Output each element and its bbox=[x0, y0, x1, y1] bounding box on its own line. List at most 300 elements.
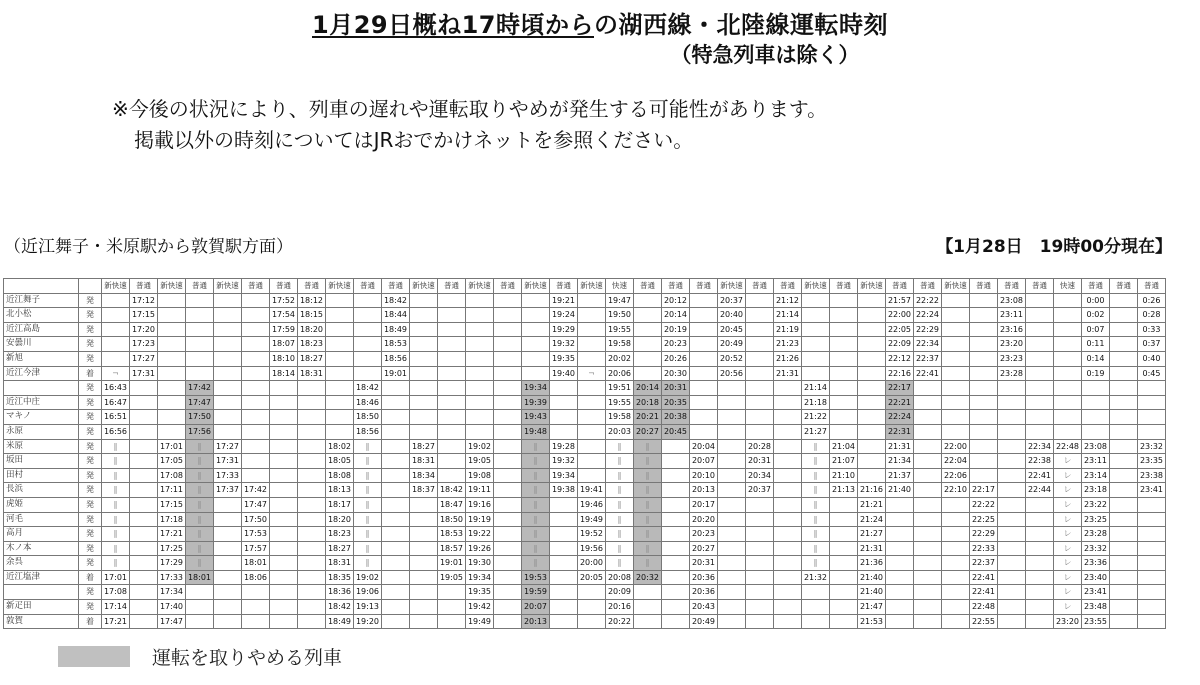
time-cell bbox=[242, 293, 270, 308]
time-cell bbox=[942, 556, 970, 571]
station-name: 坂田 bbox=[4, 454, 79, 469]
time-cell bbox=[410, 614, 438, 629]
time-cell bbox=[578, 395, 606, 410]
station-name: 木ノ本 bbox=[4, 541, 79, 556]
time-cell bbox=[522, 366, 550, 381]
time-cell bbox=[466, 424, 494, 439]
time-cell bbox=[1082, 395, 1110, 410]
dep-arr-mark: 発 bbox=[79, 497, 102, 512]
time-cell bbox=[494, 527, 522, 542]
time-cell bbox=[298, 527, 326, 542]
time-cell bbox=[746, 614, 774, 629]
suspended-time-cell: 19:53 bbox=[522, 570, 550, 585]
time-cell bbox=[914, 541, 942, 556]
time-cell bbox=[634, 585, 662, 600]
time-cell bbox=[410, 600, 438, 615]
time-cell bbox=[298, 424, 326, 439]
time-cell bbox=[914, 512, 942, 527]
train-type-cell: 新快速 bbox=[942, 279, 970, 294]
time-cell: 21:12 bbox=[774, 293, 802, 308]
time-cell bbox=[1054, 351, 1082, 366]
time-cell: 16:56 bbox=[102, 424, 130, 439]
time-cell bbox=[270, 497, 298, 512]
time-cell bbox=[1110, 585, 1138, 600]
time-cell bbox=[942, 410, 970, 425]
time-cell: 22:16 bbox=[886, 366, 914, 381]
time-cell bbox=[774, 527, 802, 542]
time-cell bbox=[410, 424, 438, 439]
time-cell: 20:36 bbox=[690, 585, 718, 600]
time-cell bbox=[298, 381, 326, 396]
other-route-mark-cell: ∥ bbox=[634, 454, 662, 469]
suspended-time-cell: 19:59 bbox=[522, 585, 550, 600]
time-cell bbox=[914, 410, 942, 425]
time-cell bbox=[186, 322, 214, 337]
suspended-time-cell: 20:45 bbox=[662, 424, 690, 439]
time-cell: 18:27 bbox=[410, 439, 438, 454]
time-cell bbox=[382, 527, 410, 542]
time-cell: 18:20 bbox=[326, 512, 354, 527]
title-main bbox=[0, 10, 1200, 40]
time-cell: 19:50 bbox=[606, 308, 634, 323]
other-route-mark-cell: ∥ bbox=[102, 527, 130, 542]
time-cell bbox=[130, 600, 158, 615]
time-cell: 21:36 bbox=[858, 556, 886, 571]
time-cell bbox=[214, 614, 242, 629]
time-cell: 17:25 bbox=[158, 541, 186, 556]
time-cell bbox=[774, 585, 802, 600]
time-cell: 18:20 bbox=[298, 322, 326, 337]
time-cell bbox=[494, 410, 522, 425]
time-cell bbox=[718, 541, 746, 556]
time-cell bbox=[410, 351, 438, 366]
time-cell bbox=[634, 600, 662, 615]
time-cell bbox=[886, 600, 914, 615]
time-cell bbox=[1110, 600, 1138, 615]
time-cell: 18:12 bbox=[298, 293, 326, 308]
time-cell: 20:02 bbox=[606, 351, 634, 366]
time-cell bbox=[522, 351, 550, 366]
time-cell bbox=[326, 337, 354, 352]
train-type-cell: 普通 bbox=[298, 279, 326, 294]
time-cell bbox=[410, 556, 438, 571]
time-cell bbox=[830, 585, 858, 600]
time-cell bbox=[522, 293, 550, 308]
station-row bbox=[4, 527, 1166, 542]
time-cell bbox=[830, 600, 858, 615]
time-cell bbox=[830, 512, 858, 527]
other-route-mark-cell: ∥ bbox=[606, 541, 634, 556]
time-cell bbox=[242, 322, 270, 337]
time-cell: 19:42 bbox=[466, 600, 494, 615]
time-cell: 18:27 bbox=[298, 351, 326, 366]
time-cell bbox=[802, 351, 830, 366]
time-cell bbox=[914, 395, 942, 410]
time-cell: 19:26 bbox=[466, 541, 494, 556]
time-cell bbox=[858, 322, 886, 337]
time-cell bbox=[942, 570, 970, 585]
time-cell: 18:37 bbox=[410, 483, 438, 498]
station-row bbox=[4, 293, 1166, 308]
time-cell: 19:49 bbox=[578, 512, 606, 527]
other-route-mark-cell: ∥ bbox=[802, 512, 830, 527]
time-cell bbox=[438, 424, 466, 439]
time-cell bbox=[914, 468, 942, 483]
time-cell bbox=[998, 483, 1026, 498]
time-cell: 16:51 bbox=[102, 410, 130, 425]
time-cell: 22:09 bbox=[886, 337, 914, 352]
time-cell bbox=[550, 585, 578, 600]
time-cell: 20:06 bbox=[606, 366, 634, 381]
time-cell bbox=[130, 556, 158, 571]
time-cell bbox=[158, 351, 186, 366]
dep-arr-mark: 発 bbox=[79, 395, 102, 410]
time-cell: 19:32 bbox=[550, 337, 578, 352]
other-route-mark-cell: ∥ bbox=[102, 483, 130, 498]
time-cell: 20:10 bbox=[690, 468, 718, 483]
time-cell bbox=[214, 381, 242, 396]
time-cell: 20:05 bbox=[578, 570, 606, 585]
time-cell: 21:31 bbox=[858, 541, 886, 556]
time-cell bbox=[382, 468, 410, 483]
time-cell bbox=[1026, 337, 1054, 352]
time-cell bbox=[718, 585, 746, 600]
time-cell: 21:07 bbox=[830, 454, 858, 469]
time-cell: 22:06 bbox=[942, 468, 970, 483]
time-cell bbox=[858, 351, 886, 366]
time-cell bbox=[746, 293, 774, 308]
dep-arr-mark: 発 bbox=[79, 541, 102, 556]
time-cell bbox=[298, 410, 326, 425]
time-cell bbox=[970, 366, 998, 381]
train-type-cell: 普通 bbox=[354, 279, 382, 294]
dep-arr-mark: 発 bbox=[79, 351, 102, 366]
page-title bbox=[0, 10, 1200, 68]
station-col-header bbox=[4, 279, 79, 294]
time-cell bbox=[102, 322, 130, 337]
other-route-mark-cell: ∥ bbox=[606, 497, 634, 512]
time-cell bbox=[158, 293, 186, 308]
other-route-mark-cell: ∥ bbox=[102, 541, 130, 556]
time-cell bbox=[130, 381, 158, 396]
time-cell: 17:23 bbox=[130, 337, 158, 352]
time-cell: 22:48 bbox=[970, 600, 998, 615]
time-cell: 20:08 bbox=[606, 570, 634, 585]
train-type-cell: 普通 bbox=[886, 279, 914, 294]
time-cell bbox=[1026, 351, 1054, 366]
time-cell: 19:20 bbox=[354, 614, 382, 629]
time-cell: 18:34 bbox=[410, 468, 438, 483]
station-row bbox=[4, 337, 1166, 352]
time-cell: 18:05 bbox=[326, 454, 354, 469]
time-cell bbox=[466, 351, 494, 366]
time-cell: 17:29 bbox=[158, 556, 186, 571]
time-cell bbox=[830, 351, 858, 366]
time-cell: 23:11 bbox=[998, 308, 1026, 323]
time-cell bbox=[1138, 527, 1166, 542]
station-name: 河毛 bbox=[4, 512, 79, 527]
time-cell bbox=[382, 395, 410, 410]
other-route-mark-cell: ∥ bbox=[522, 468, 550, 483]
time-cell: 23:08 bbox=[1082, 439, 1110, 454]
time-cell bbox=[298, 556, 326, 571]
suspended-time-cell: 20:31 bbox=[662, 381, 690, 396]
time-cell: 23:36 bbox=[1082, 556, 1110, 571]
station-row bbox=[4, 322, 1166, 337]
time-cell bbox=[970, 351, 998, 366]
time-cell: 17:05 bbox=[158, 454, 186, 469]
time-cell bbox=[718, 468, 746, 483]
time-cell bbox=[158, 366, 186, 381]
other-route-mark-cell: ∥ bbox=[634, 439, 662, 454]
time-cell: 19:35 bbox=[466, 585, 494, 600]
time-cell bbox=[1054, 410, 1082, 425]
time-cell: 17:33 bbox=[158, 570, 186, 585]
time-cell bbox=[214, 585, 242, 600]
dep-arr-mark: 発 bbox=[79, 424, 102, 439]
time-cell bbox=[802, 585, 830, 600]
time-cell: 23:55 bbox=[1082, 614, 1110, 629]
time-cell: 19:06 bbox=[354, 585, 382, 600]
time-cell bbox=[718, 424, 746, 439]
station-row bbox=[4, 381, 1166, 396]
other-route-mark-cell: ∥ bbox=[634, 468, 662, 483]
time-cell bbox=[830, 570, 858, 585]
time-cell bbox=[578, 351, 606, 366]
time-cell bbox=[158, 337, 186, 352]
time-cell bbox=[1026, 308, 1054, 323]
time-cell bbox=[578, 308, 606, 323]
suspended-time-cell: 19:39 bbox=[522, 395, 550, 410]
time-cell bbox=[802, 337, 830, 352]
time-cell: 21:18 bbox=[802, 395, 830, 410]
time-cell bbox=[242, 468, 270, 483]
time-cell bbox=[214, 570, 242, 585]
time-cell bbox=[130, 439, 158, 454]
time-cell bbox=[746, 308, 774, 323]
train-type-cell: 快速 bbox=[1054, 279, 1082, 294]
time-cell bbox=[550, 600, 578, 615]
time-cell: 18:50 bbox=[438, 512, 466, 527]
dep-arr-mark: 発 bbox=[79, 527, 102, 542]
time-cell bbox=[1138, 424, 1166, 439]
time-cell bbox=[270, 614, 298, 629]
time-cell bbox=[578, 468, 606, 483]
time-cell bbox=[830, 556, 858, 571]
time-cell bbox=[578, 614, 606, 629]
time-cell: 23:20 bbox=[1054, 614, 1082, 629]
time-cell: 22:34 bbox=[1026, 439, 1054, 454]
time-cell bbox=[270, 556, 298, 571]
time-cell bbox=[858, 366, 886, 381]
time-cell bbox=[634, 322, 662, 337]
time-cell: 19:34 bbox=[466, 570, 494, 585]
time-cell: 23:18 bbox=[1082, 483, 1110, 498]
time-cell: 22:29 bbox=[970, 527, 998, 542]
time-cell bbox=[1110, 512, 1138, 527]
time-cell: 18:56 bbox=[354, 424, 382, 439]
time-cell bbox=[998, 570, 1026, 585]
time-cell: 22:33 bbox=[970, 541, 998, 556]
station-name: 長浜 bbox=[4, 483, 79, 498]
time-cell: 19:24 bbox=[550, 308, 578, 323]
time-cell: 20:52 bbox=[718, 351, 746, 366]
time-cell bbox=[410, 585, 438, 600]
station-name: 近江今津 bbox=[4, 366, 79, 381]
time-cell bbox=[662, 600, 690, 615]
time-cell bbox=[942, 497, 970, 512]
time-cell bbox=[1110, 556, 1138, 571]
time-cell bbox=[970, 308, 998, 323]
time-cell bbox=[382, 439, 410, 454]
train-type-cell: 普通 bbox=[550, 279, 578, 294]
notice-line2: 掲載以外の時刻についてはJRおでかけネットを参照ください。 bbox=[134, 128, 694, 153]
time-cell bbox=[494, 454, 522, 469]
time-cell bbox=[438, 410, 466, 425]
other-route-mark-cell: ∥ bbox=[634, 556, 662, 571]
time-cell bbox=[382, 381, 410, 396]
time-cell bbox=[718, 410, 746, 425]
time-cell: 20:31 bbox=[690, 556, 718, 571]
station-name: マキノ bbox=[4, 410, 79, 425]
time-cell: 0:02 bbox=[1082, 308, 1110, 323]
time-cell bbox=[130, 410, 158, 425]
suspended-time-cell: 17:56 bbox=[186, 424, 214, 439]
time-cell: 17:20 bbox=[130, 322, 158, 337]
other-route-mark-cell: ∥ bbox=[102, 468, 130, 483]
suspended-time-cell: 17:47 bbox=[186, 395, 214, 410]
time-cell bbox=[718, 454, 746, 469]
time-cell: 17:52 bbox=[270, 293, 298, 308]
time-cell: 18:31 bbox=[410, 454, 438, 469]
time-cell bbox=[578, 293, 606, 308]
other-route-mark-cell: ∥ bbox=[634, 512, 662, 527]
dep-arr-mark: 発 bbox=[79, 483, 102, 498]
train-type-cell: 新快速 bbox=[578, 279, 606, 294]
time-cell bbox=[998, 541, 1026, 556]
time-cell bbox=[214, 497, 242, 512]
time-cell bbox=[382, 600, 410, 615]
time-cell bbox=[1026, 600, 1054, 615]
other-route-mark-cell: ∥ bbox=[186, 512, 214, 527]
time-cell bbox=[998, 556, 1026, 571]
other-route-mark-cell: ∥ bbox=[102, 497, 130, 512]
time-cell: 20:04 bbox=[690, 439, 718, 454]
time-cell bbox=[214, 337, 242, 352]
time-cell bbox=[1138, 512, 1166, 527]
train-type-cell: 新快速 bbox=[802, 279, 830, 294]
time-cell bbox=[242, 454, 270, 469]
time-cell: 17:27 bbox=[214, 439, 242, 454]
time-cell: 22:00 bbox=[942, 439, 970, 454]
dep-arr-mark: 着 bbox=[79, 366, 102, 381]
time-cell bbox=[1138, 556, 1166, 571]
time-cell bbox=[410, 308, 438, 323]
dep-arr-mark: 発 bbox=[79, 293, 102, 308]
time-cell: 23:22 bbox=[1082, 497, 1110, 512]
time-cell bbox=[1138, 541, 1166, 556]
time-cell: 18:53 bbox=[438, 527, 466, 542]
time-cell bbox=[270, 468, 298, 483]
station-row bbox=[4, 483, 1166, 498]
time-cell bbox=[718, 483, 746, 498]
other-route-mark-cell: ∥ bbox=[522, 497, 550, 512]
time-cell bbox=[998, 527, 1026, 542]
time-cell: 22:29 bbox=[914, 322, 942, 337]
time-cell bbox=[438, 322, 466, 337]
time-cell bbox=[130, 512, 158, 527]
time-cell: 0:19 bbox=[1082, 366, 1110, 381]
time-cell: 17:54 bbox=[270, 308, 298, 323]
time-cell bbox=[550, 512, 578, 527]
time-cell bbox=[1082, 410, 1110, 425]
time-cell: 19:29 bbox=[550, 322, 578, 337]
time-cell: 23:25 bbox=[1082, 512, 1110, 527]
time-cell: 18:44 bbox=[382, 308, 410, 323]
time-cell: 21:26 bbox=[774, 351, 802, 366]
time-cell: 17:40 bbox=[158, 600, 186, 615]
time-cell: 19:01 bbox=[438, 556, 466, 571]
time-cell bbox=[830, 308, 858, 323]
time-cell bbox=[410, 366, 438, 381]
time-cell: 23:38 bbox=[1138, 468, 1166, 483]
suspended-time-cell: 22:21 bbox=[886, 395, 914, 410]
station-name: 永原 bbox=[4, 424, 79, 439]
pass-mark-cell: レ bbox=[1054, 483, 1082, 498]
station-name: 近江中庄 bbox=[4, 395, 79, 410]
time-cell bbox=[550, 556, 578, 571]
title-sub: （特急列車は除く） bbox=[670, 43, 860, 67]
other-route-mark-cell: ∥ bbox=[522, 541, 550, 556]
time-cell: 19:51 bbox=[606, 381, 634, 396]
time-cell bbox=[970, 337, 998, 352]
time-cell bbox=[774, 497, 802, 512]
time-cell bbox=[746, 570, 774, 585]
train-type-cell: 新快速 bbox=[326, 279, 354, 294]
time-cell bbox=[998, 497, 1026, 512]
time-cell bbox=[746, 322, 774, 337]
time-cell: 20:31 bbox=[746, 454, 774, 469]
station-row bbox=[4, 308, 1166, 323]
station-row bbox=[4, 454, 1166, 469]
time-cell: 20:13 bbox=[690, 483, 718, 498]
time-cell bbox=[1110, 308, 1138, 323]
time-cell bbox=[970, 410, 998, 425]
time-cell: 20:37 bbox=[718, 293, 746, 308]
time-cell bbox=[858, 395, 886, 410]
time-cell bbox=[858, 468, 886, 483]
time-cell bbox=[718, 439, 746, 454]
time-cell: 23:23 bbox=[998, 351, 1026, 366]
time-cell bbox=[774, 424, 802, 439]
time-cell bbox=[578, 600, 606, 615]
station-row bbox=[4, 585, 1166, 600]
time-cell bbox=[970, 439, 998, 454]
time-cell bbox=[382, 454, 410, 469]
time-cell: 17:33 bbox=[214, 468, 242, 483]
time-cell bbox=[214, 527, 242, 542]
time-cell bbox=[886, 570, 914, 585]
station-row bbox=[4, 439, 1166, 454]
time-cell bbox=[326, 366, 354, 381]
time-cell: 19:16 bbox=[466, 497, 494, 512]
time-cell bbox=[662, 570, 690, 585]
time-cell bbox=[242, 395, 270, 410]
time-cell bbox=[1054, 366, 1082, 381]
direction-label: （近江舞子・米原駅から敦賀駅方面） bbox=[4, 237, 293, 257]
time-cell bbox=[382, 497, 410, 512]
time-cell bbox=[298, 600, 326, 615]
